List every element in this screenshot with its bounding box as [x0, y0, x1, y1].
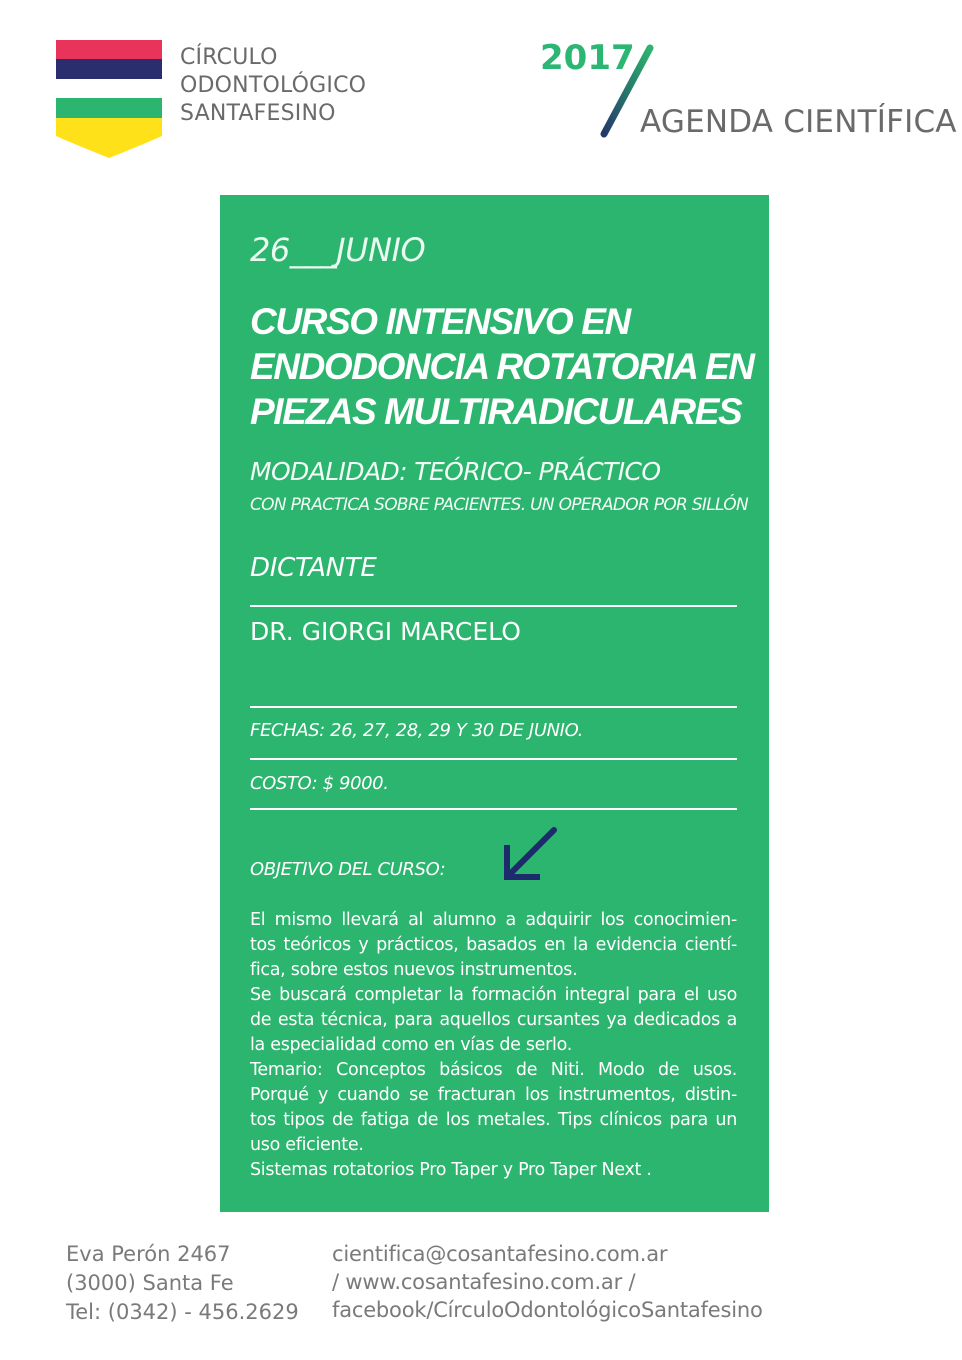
description-line: Se buscará completar la formación integral para el uso [250, 985, 737, 1005]
course-date: 26___JUNIO [250, 231, 426, 269]
modalidad-detail: CON PRACTICA SOBRE PACIENTES. UN OPERADOR POR SILLÓN [250, 495, 748, 515]
shield-logo-icon [56, 40, 162, 158]
description-line: El mismo llevará al alumno a adquirir los conocimien- [250, 910, 737, 930]
modalidad: MODALIDAD: TEÓRICO- PRÁCTICO [250, 457, 661, 486]
org-name-line-3: SANTAFESINO [180, 101, 336, 126]
address-street: Eva Perón 2467 [66, 1242, 231, 1266]
description-line: la especialidad como en vías de serlo. [250, 1035, 572, 1055]
course-title-line-2: ENDODONCIA ROTATORIA EN [250, 346, 754, 387]
divider [250, 605, 737, 607]
course-description [250, 908, 737, 1183]
org-name [180, 44, 366, 128]
costo: COSTO: $ 9000. [250, 773, 389, 794]
org-name-line-1: CÍRCULO [180, 45, 278, 70]
footer-address [66, 1240, 299, 1327]
address-phone: Tel: (0342) - 456.2629 [66, 1300, 299, 1324]
description-line: Sistemas rotatorios Pro Taper y Pro Taper Next . [250, 1160, 652, 1180]
description-line: uso eficiente. [250, 1135, 364, 1155]
contact-email[interactable]: cientifica@cosantafesino.com.ar [332, 1242, 668, 1266]
divider [250, 706, 737, 708]
dictante-name: DR. GIORGI MARCELO [250, 617, 521, 646]
address-city: (3000) Santa Fe [66, 1271, 234, 1295]
agenda-title: AGENDA CIENTÍFICA [640, 104, 957, 140]
objetivo-label: OBJETIVO DEL CURSO: [250, 859, 446, 880]
description-line: fica, sobre estos nuevos instrumentos. [250, 960, 578, 980]
course-title-line-1: CURSO INTENSIVO EN [250, 301, 630, 342]
divider [250, 758, 737, 760]
course-card [220, 195, 769, 1212]
dictante-label: DICTANTE [250, 553, 377, 583]
course-title-line-3: PIEZAS MULTIRADICULARES [250, 391, 742, 432]
agenda-year: 2017 [540, 38, 635, 78]
divider [250, 808, 737, 810]
course-title [250, 299, 754, 434]
description-line: Temario: Conceptos básicos de Niti. Modo de usos. [250, 1060, 737, 1080]
description-line: Porqué y cuando se fracturan los instrumentos, distin- [250, 1085, 737, 1105]
description-line: tos tipos de fatiga de los metales. Tips clínicos para un [250, 1110, 737, 1130]
description-line: tos teóricos y prácticos, basados en la evidencia cientí- [250, 935, 737, 955]
arrow-down-left-icon [500, 825, 560, 885]
contact-facebook[interactable]: facebook/CírculoOdontológicoSantafesino [332, 1298, 763, 1322]
footer-contact [332, 1240, 763, 1324]
contact-website[interactable]: / www.cosantafesino.com.ar / [332, 1270, 636, 1294]
fechas: FECHAS: 26, 27, 28, 29 Y 30 DE JUNIO. [250, 720, 583, 741]
org-name-line-2: ODONTOLÓGICO [180, 73, 367, 98]
description-line: de esta técnica, para aquellos cursantes ya dedicados a [250, 1010, 737, 1030]
